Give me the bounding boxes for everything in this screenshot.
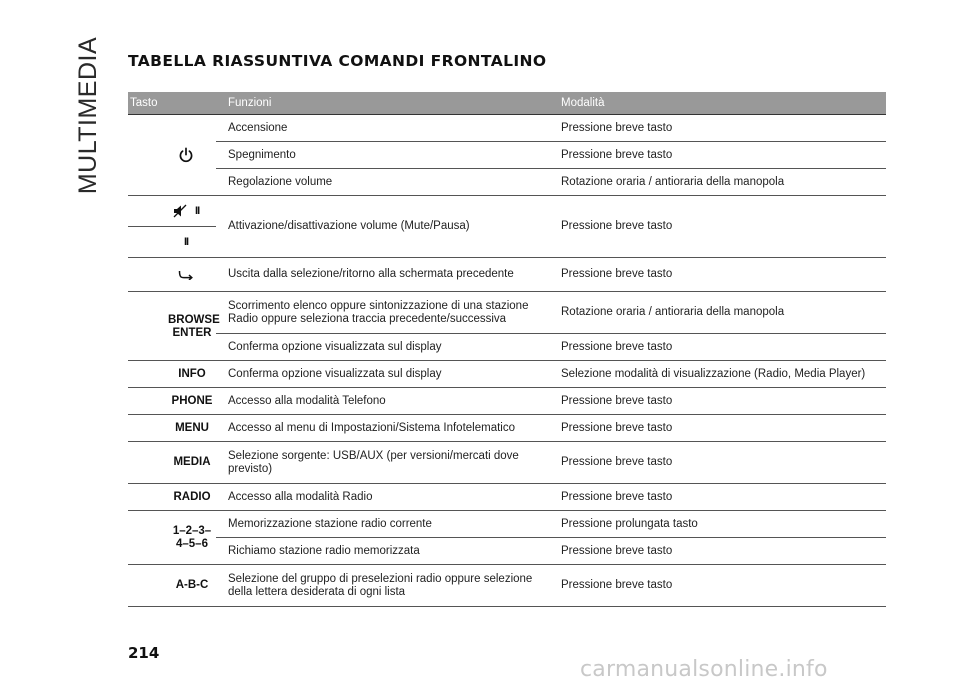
mode-cell: Pressione breve tasto	[549, 415, 886, 442]
mode-cell: Rotazione oraria / antioraria della manopola	[549, 292, 886, 334]
mode-cell: Pressione breve tasto	[549, 258, 886, 292]
page-number: 214	[128, 644, 160, 662]
table-row	[128, 258, 886, 292]
mode-cell: Rotazione oraria / antioraria della manopola	[549, 169, 886, 196]
table-row	[128, 538, 886, 565]
table-row	[128, 292, 886, 334]
function-cell: Memorizzazione stazione radio corrente	[216, 511, 549, 538]
function-cell: Accensione	[216, 115, 549, 142]
mode-cell: Pressione breve tasto	[549, 334, 886, 361]
pause-icon: II	[183, 235, 189, 248]
mode-cell: Selezione modalità di visualizzazione (Radio, Media Player)	[549, 361, 886, 388]
section-side-title	[72, 36, 106, 194]
function-cell: Richiamo stazione radio memorizzata	[216, 538, 549, 565]
function-cell: Uscita dalla selezione/ritorno alla schermata precedente	[216, 258, 549, 292]
watermark-text: carmanualsonline.info	[580, 657, 828, 682]
function-cell: Accesso al menu di Impostazioni/Sistema Infotelematico	[216, 415, 549, 442]
table-row	[128, 169, 886, 196]
page-title: TABELLA RIASSUNTIVA COMANDI FRONTALINO	[128, 52, 547, 70]
function-cell: Attivazione/disattivazione volume (Mute/Pausa)	[216, 196, 549, 258]
pause-icon: II	[195, 205, 200, 218]
table-row	[128, 484, 886, 511]
function-cell: Spegnimento	[216, 142, 549, 169]
back-arrow-icon	[178, 268, 194, 280]
function-cell: Regolazione volume	[216, 169, 549, 196]
function-cell: Selezione del gruppo di preselezioni radio oppure selezione della lettera desiderata di ogni lista	[216, 565, 549, 607]
mode-cell: Pressione breve tasto	[549, 142, 886, 169]
function-cell: Accesso alla modalità Telefono	[216, 388, 549, 415]
key-browse-enter: BROWSE ENTER	[128, 292, 216, 361]
table-row	[128, 388, 886, 415]
mode-cell: Pressione breve tasto	[549, 115, 886, 142]
table-row	[128, 115, 886, 142]
table-row	[128, 511, 886, 538]
mode-cell: Pressione prolungata tasto	[549, 511, 886, 538]
header-tasto: Tasto	[128, 92, 216, 115]
speaker-muted-icon	[173, 204, 187, 218]
function-cell: Conferma opzione visualizzata sul display	[216, 361, 549, 388]
key-phone: PHONE	[128, 388, 216, 415]
commands-table	[128, 92, 886, 607]
table-row	[128, 142, 886, 169]
key-abc: A-B-C	[128, 565, 216, 607]
key-media: MEDIA	[128, 442, 216, 484]
table-header-row	[128, 92, 886, 115]
function-cell: Accesso alla modalità Radio	[216, 484, 549, 511]
key-power	[128, 115, 216, 196]
mode-cell: Pressione breve tasto	[549, 565, 886, 607]
table-row	[128, 196, 886, 227]
mode-cell: Pressione breve tasto	[549, 484, 886, 511]
key-pause	[128, 227, 216, 258]
mode-cell: Pressione breve tasto	[549, 538, 886, 565]
mode-cell: Pressione breve tasto	[549, 388, 886, 415]
table-row	[128, 415, 886, 442]
power-icon	[178, 147, 194, 163]
function-cell: Conferma opzione visualizzata sul display	[216, 334, 549, 361]
mode-cell: Pressione breve tasto	[549, 442, 886, 484]
key-presets: 1–2–3–4–5–6	[128, 511, 216, 565]
header-modalita: Modalità	[549, 92, 886, 115]
mode-cell: Pressione breve tasto	[549, 196, 886, 258]
key-back	[128, 258, 216, 292]
function-cell: Selezione sorgente: USB/AUX (per versioni/mercati dove previsto)	[216, 442, 549, 484]
key-menu: MENU	[128, 415, 216, 442]
key-info: INFO	[128, 361, 216, 388]
key-radio: RADIO	[128, 484, 216, 511]
header-funzioni: Funzioni	[216, 92, 549, 115]
table-row	[128, 361, 886, 388]
table-row	[128, 442, 886, 484]
key-mute-pause	[128, 196, 216, 227]
section-side-title-text: MULTIMEDIA	[74, 36, 103, 194]
function-cell: Scorrimento elenco oppure sintonizzazione di una stazione Radio oppure seleziona traccia precedente/successiva	[216, 292, 549, 334]
table-row	[128, 565, 886, 607]
table-row	[128, 334, 886, 361]
